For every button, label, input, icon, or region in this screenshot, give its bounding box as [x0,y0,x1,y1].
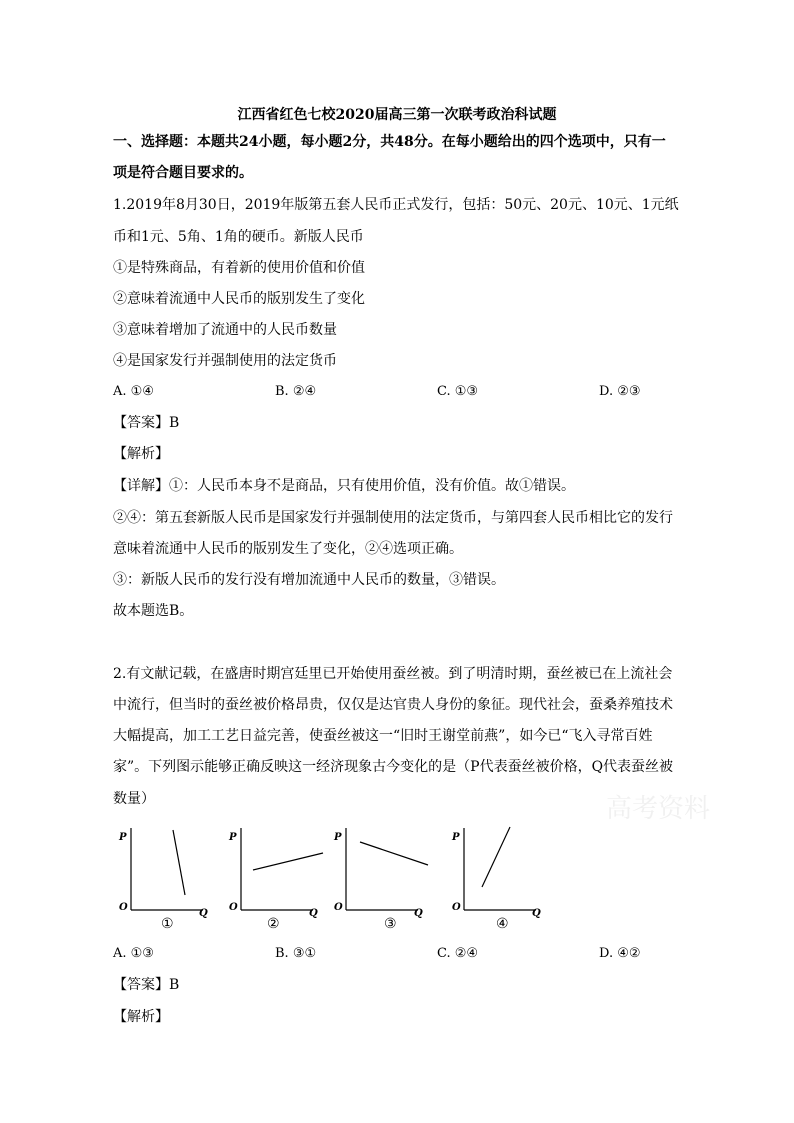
graph-4-curve [482,827,510,887]
graph-4-o-label: O [452,902,461,913]
q1-answer: 【答案】B [113,415,180,431]
graph-1 [115,820,225,940]
q2-stem: 中流行，但当时的蚕丝被价格昂贵，仅仅是达官贵人身份的象征。现代社会，蚕桑养殖技术 [113,697,673,713]
q1-detail: ③：新版人民币的发行没有增加流通中人民币的数量，③错误。 [113,572,505,588]
graph-2 [225,820,335,940]
q2-analysis-label: 【解析】 [113,1009,169,1025]
q2-option-d: D. ④② [599,946,641,961]
graph-3-p-label: P [334,832,342,843]
graph-3 [330,820,440,940]
q1-detail: 【详解】①：人民币本身不是商品，只有使用价值，没有价值。故①错误。 [113,478,575,494]
q2-stem: 2.有文献记载，在盛唐时期宫廷里已开始使用蚕丝被。到了明清时期，蚕丝被已在上流社会 [113,666,673,682]
q1-item: ④是国家发行并强制使用的法定货币 [113,353,337,369]
graph-3-q-label: Q [414,908,423,919]
q1-item: ②意味着流通中人民币的版别发生了变化 [113,291,365,307]
q1-stem: 币和1元、5角、1角的硬币。新版人民币 [113,229,364,245]
section-heading-cont: 项是符合题目要求的。 [113,165,253,181]
graph-4-p-label: P [452,832,460,843]
graph-1-number: ① [161,916,174,932]
graph-2-p-label: P [229,832,237,843]
graph-2-axes [225,820,335,940]
graph-1-o-label: O [119,902,128,913]
graph-1-q-label: Q [199,908,208,919]
graph-4-number: ④ [496,916,509,932]
q2-option-a: A. ①③ [113,946,154,961]
q1-analysis-label: 【解析】 [113,446,169,462]
graph-3-curve [360,842,428,865]
graph-1-curve [173,830,185,895]
graph-4-q-label: Q [532,908,541,919]
section-heading: 一、选择题：本题共24小题，每小题2分，共48分。在每小题给出的四个选项中，只有一 [113,134,666,150]
q2-option-c: C. ②④ [437,946,479,961]
graph-2-q-label: Q [309,908,318,919]
q2-stem: 大幅提高，加工工艺日益完善，使蚕丝被这一“旧时王谢堂前燕”，如今已“飞入寻常百姓 [113,728,653,744]
watermark: 高考资料 [606,794,711,824]
q1-option-a: A. ①④ [113,384,154,399]
q1-item: ③意味着增加了流通中的人民币数量 [113,322,337,338]
graph-2-curve [253,853,323,870]
graph-3-number: ③ [384,916,397,932]
q1-detail: 意味着流通中人民币的版别发生了变化，②④选项正确。 [113,541,463,557]
q1-item: ①是特殊商品，有着新的使用价值和价值 [113,260,365,276]
graph-2-number: ② [267,916,280,932]
q1-option-d: D. ②③ [599,384,641,399]
q1-option-c: C. ①③ [437,384,479,399]
q1-detail: 故本题选B。 [113,603,194,619]
q1-option-b: B. ②④ [275,384,317,399]
q2-stem: 家”。下列图示能够正确反映这一经济现象古今变化的是（P代表蚕丝被价格，Q代表蚕丝被 [113,759,674,775]
graph-2-o-label: O [229,902,238,913]
q2-answer: 【答案】B [113,977,180,993]
q1-detail: ②④：第五套新版人民币是国家发行并强制使用的法定货币，与第四套人民币相比它的发行 [113,510,673,526]
q2-option-b: B. ③① [275,946,317,961]
page-title: 江西省红色七校2020届高三第一次联考政治科试题 [237,107,557,123]
graph-3-o-label: O [334,902,343,913]
q1-stem: 1.2019年8月30日，2019年版第五套人民币正式发行，包括：50元、20元、10元、1元纸 [113,197,679,213]
graph-1-p-label: P [119,832,127,843]
graph-4 [448,820,558,940]
q2-stem: 数量） [113,791,155,807]
